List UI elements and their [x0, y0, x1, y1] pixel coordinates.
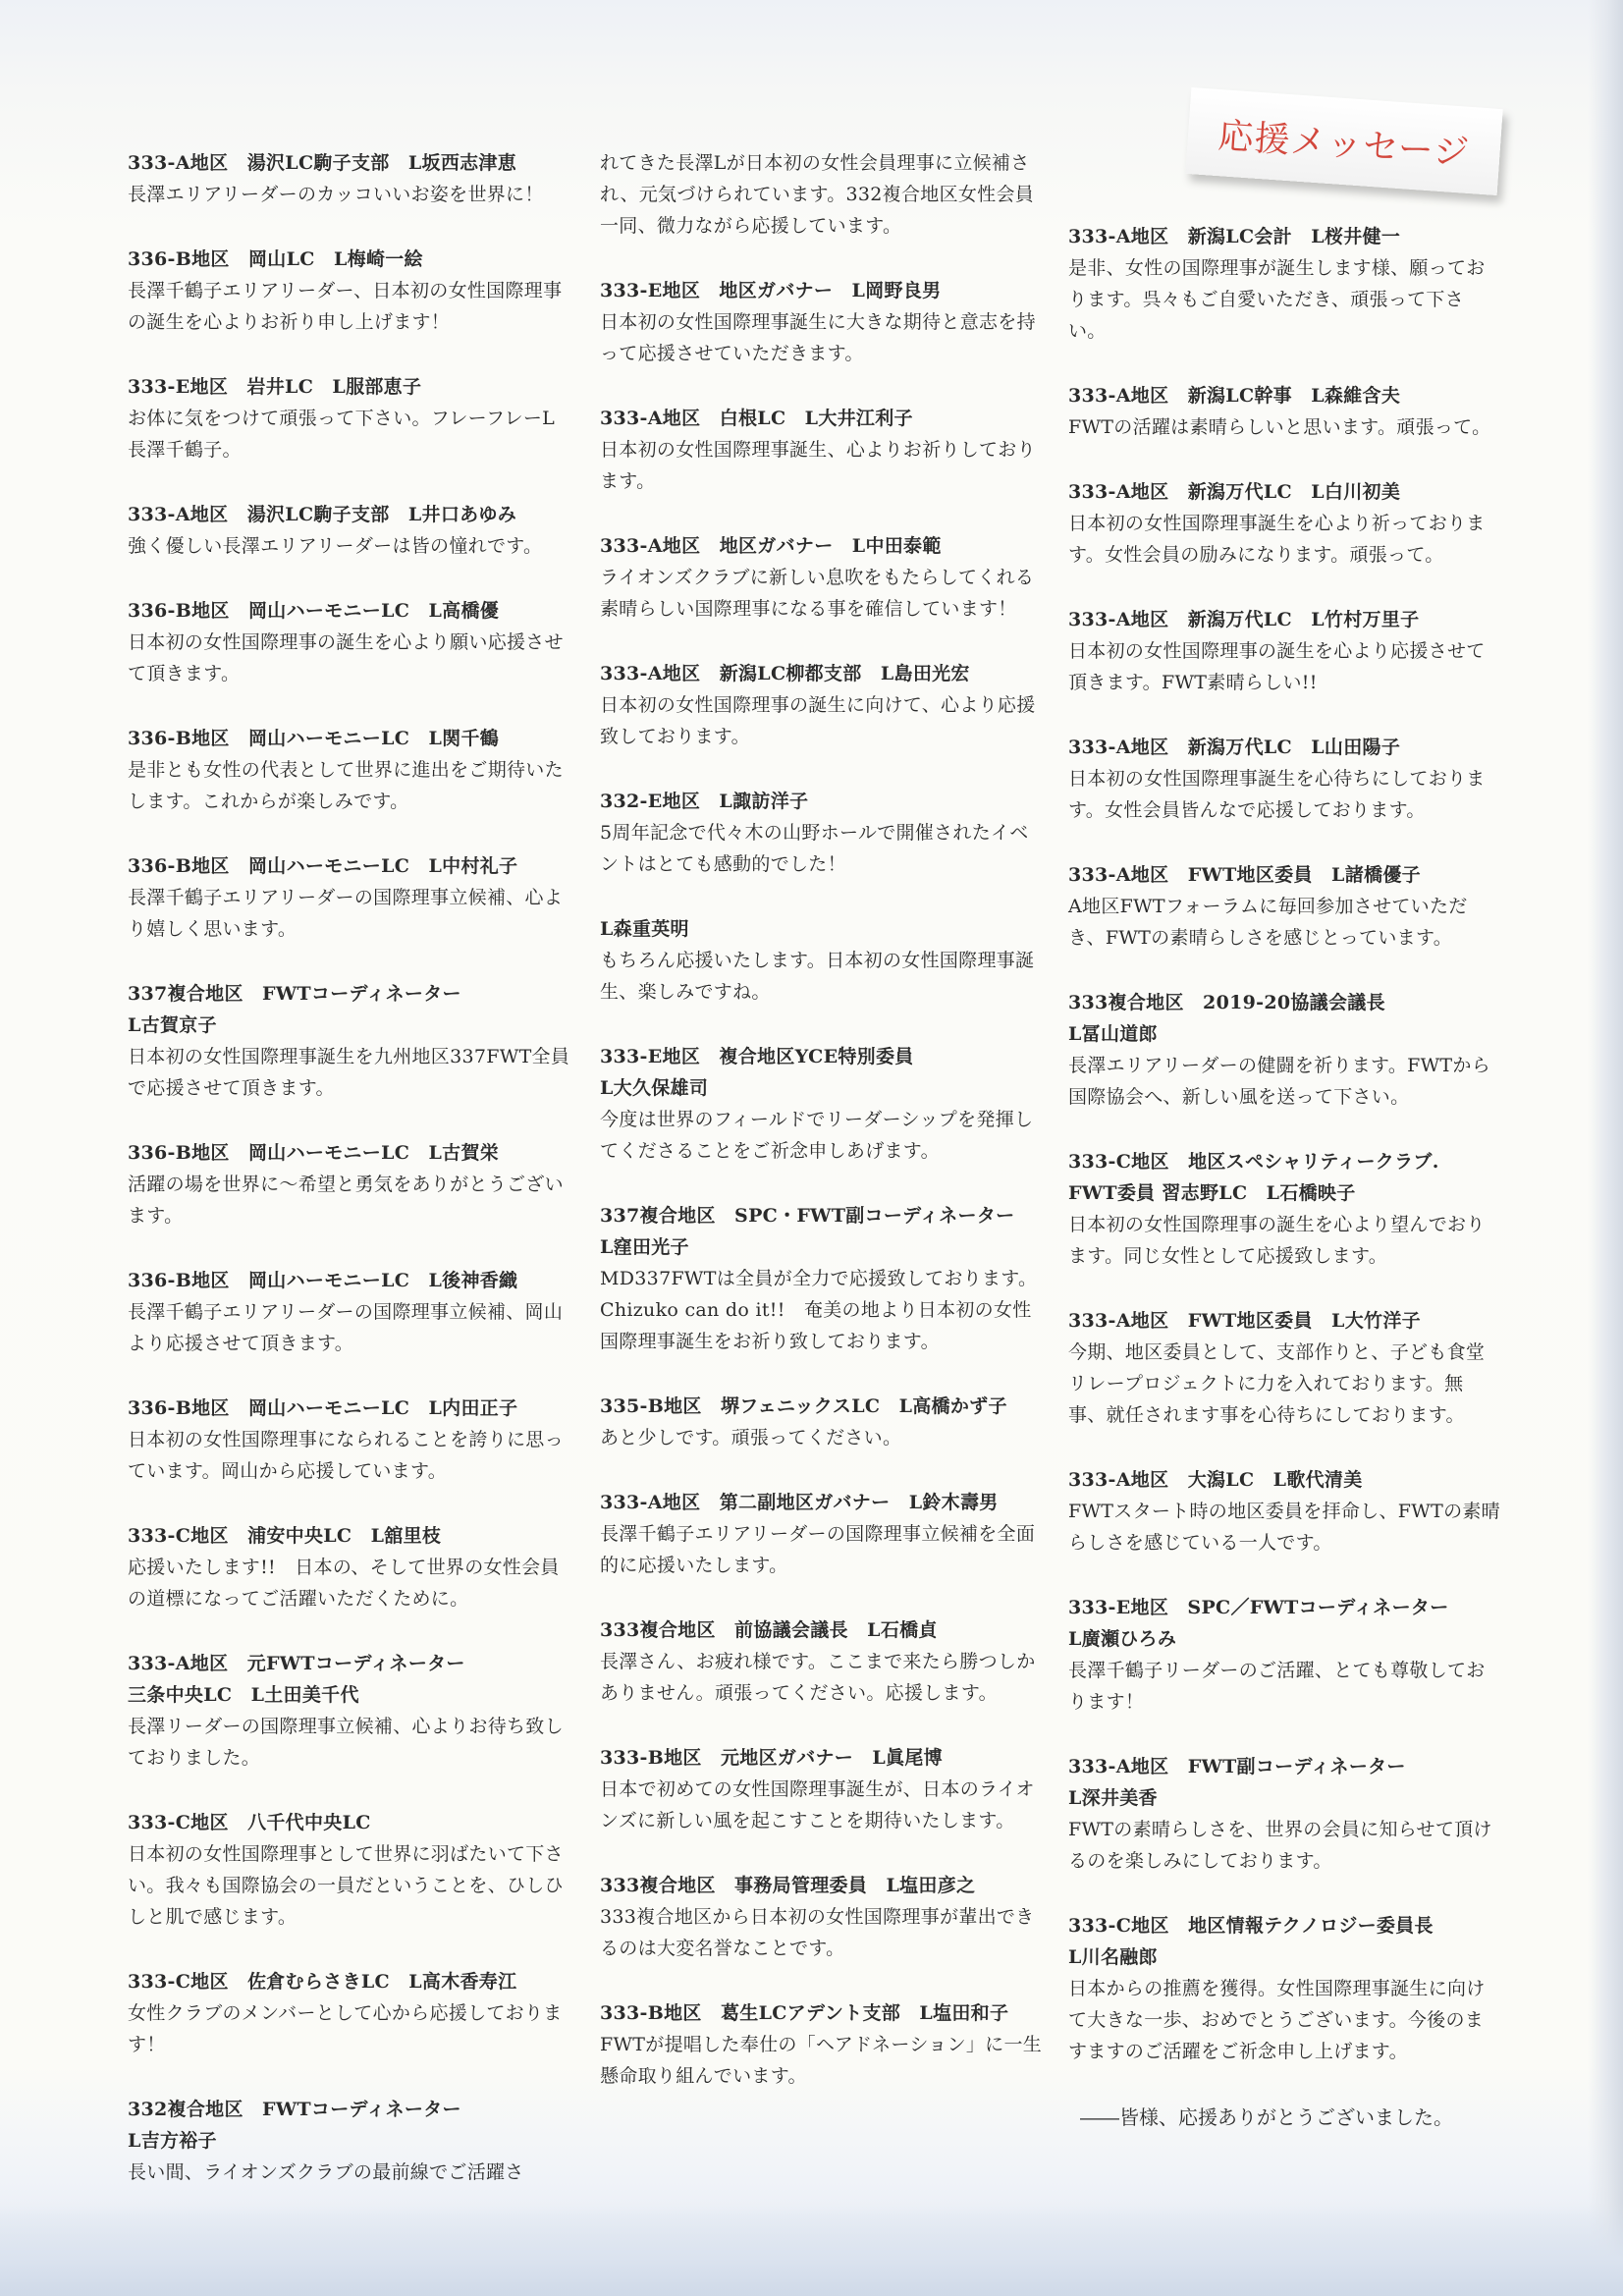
message-text: 長澤千鶴子エリアリーダーの国際理事立候補、岡山より応援させて頂きます。 [128, 1301, 564, 1354]
message-author-line: 333-A地区 新潟LC会計 L桜井健一 [1068, 226, 1401, 247]
section-title: 応援メッセージ [1217, 115, 1472, 174]
message-entry [128, 978, 571, 1104]
message-text: 強く優しい長澤エリアリーダーは皆の憧れです。 [128, 535, 543, 557]
message-text: 5周年記念で代々木の山野ホールで開催されたイベントはとても感動的でした！ [600, 822, 1029, 875]
message-text: 活躍の場を世界に～希望と勇気をありがとうございます。 [128, 1174, 564, 1227]
message-entry [128, 1648, 571, 1774]
message-text: 長澤千鶴子エリアリーダーの国際理事立候補を全面的に応援いたします。 [600, 1523, 1036, 1576]
message-author-line: 333-A地区 元FWTコーディネーター [128, 1653, 465, 1674]
message-author-line: 333-C地区 地区スペシャリティークラブ. [1068, 1151, 1439, 1173]
message-entry [128, 1265, 571, 1359]
message-entry [128, 1807, 571, 1933]
message-author-line: 333-A地区 白根LC L大井江利子 [600, 408, 913, 429]
message-author-line: 333複合地区 2019-20協議会議長 [1068, 992, 1385, 1013]
message-author-line: L大久保雄司 [600, 1077, 709, 1099]
message-entry [128, 371, 571, 465]
message-column-3-entries [1068, 221, 1500, 2067]
message-entry [1068, 604, 1500, 698]
message-text: 長澤リーダーの国際理事立候補、心よりお待ち致しておりました。 [128, 1716, 564, 1769]
message-text: 日本初の女性国際理事になられることを誇りに思っています。岡山から応援しています。 [128, 1429, 564, 1482]
message-text: れてきた長澤Lが日本初の女性会員理事に立候補され、元気づけられています。332複合地区女性会員一同、微力ながら応援しています。 [600, 152, 1035, 237]
message-author-line: 333-A地区 新潟万代LC L山田陽子 [1068, 737, 1401, 758]
message-author-line: 333-A地区 湯沢LC駒子支部 L坂西志津恵 [128, 152, 517, 174]
message-text: 長澤千鶴子エリアリーダーの国際理事立候補、心より嬉しく思います。 [128, 887, 564, 940]
message-entry [1068, 1305, 1500, 1431]
message-entry [600, 786, 1044, 880]
message-author-line: 337複合地区 SPC・FWT副コーディネーター [600, 1205, 1015, 1227]
section-title-tab [1185, 87, 1502, 195]
message-author-line: 333-A地区 新潟万代LC L竹村万里子 [1068, 609, 1420, 630]
message-text: MD337FWTは全員が全力で応援致しております。 Chizuko can do it!! 奄美の地より日本初の女性国際理事誕生をお祈り致しております。 [600, 1268, 1038, 1352]
message-entry [128, 1393, 571, 1487]
message-text: 今期、地区委員として、支部作りと、子ども食堂リレープロジェクトに力を入れております。無事、就任されます事を心待ちにしております。 [1068, 1341, 1486, 1426]
message-entry [1068, 859, 1500, 954]
message-column-3 [1068, 221, 1500, 2134]
message-entry [600, 1041, 1044, 1167]
message-author-line: 336-B地区 岡山ハーモニーLC L関千鶴 [128, 728, 500, 749]
message-text: 応援いたします!! 日本の、そして世界の女性会員の道標になってご活躍いただくために。 [128, 1557, 560, 1610]
message-author-line: 333-A地区 FWT地区委員 L諸橋優子 [1068, 864, 1421, 886]
message-entry [128, 1966, 571, 2060]
message-entry [600, 147, 1044, 242]
message-author-line: 337複合地区 FWTコーディネーター [128, 983, 461, 1005]
message-entry [1068, 1464, 1500, 1558]
message-author-line: L廣瀬ひろみ [1068, 1628, 1177, 1650]
message-author-line: 三条中央LC L土田美千代 [128, 1684, 359, 1706]
message-author-line: L窪田光子 [600, 1236, 689, 1258]
message-entry [600, 1870, 1044, 1964]
message-text: 長澤千鶴子リーダーのご活躍、とても尊敬しております！ [1068, 1660, 1486, 1713]
message-author-line: L森重英明 [600, 918, 689, 940]
message-author-line: 336-B地区 岡山ハーモニーLC L中村礼子 [128, 855, 518, 877]
message-entry [128, 1137, 571, 1231]
message-text: FWTが提唱した奉仕の「ヘアドネーション」に一生懸命取り組んでいます。 [600, 2034, 1043, 2087]
message-author-line: 333-C地区 地区情報テクノロジー委員長 [1068, 1915, 1434, 1937]
message-text: ライオンズクラブに新しい息吹をもたらしてくれる素晴らしい国際理事になる事を確信しています！ [600, 567, 1035, 620]
message-text: FWTの素晴らしさを、世界の会員に知らせて頂けるのを楽しみにしております。 [1068, 1819, 1492, 1872]
message-entry [600, 403, 1044, 497]
message-author-line: 333-A地区 新潟LC幹事 L森維含夫 [1068, 385, 1401, 407]
message-entry [128, 1520, 571, 1614]
message-text: 長澤さん、お疲れ様です。ここまで来たら勝つしかありません。頑張ってください。応援します。 [600, 1651, 1036, 1704]
message-author-line: 333複合地区 前協議会議長 L石橋貞 [600, 1619, 938, 1641]
message-author-line: L川名融郎 [1068, 1946, 1158, 1968]
message-text: あと少しです。頑張ってください。 [600, 1427, 902, 1449]
message-text: FWTスタート時の地区委員を拝命し、FWTの素晴らしさを感じている一人です。 [1068, 1501, 1500, 1554]
message-author-line: 333-C地区 八千代中央LC [128, 1812, 371, 1833]
message-author-line: 332-E地区 L諏訪洋子 [600, 791, 809, 812]
closing-thanks: ――皆様、応援ありがとうございました。 [1080, 2105, 1453, 2129]
message-entry [128, 723, 571, 817]
message-author-line: 333-E地区 地区ガバナー L岡野良男 [600, 280, 942, 301]
message-text: もちろん応援いたします。日本初の女性国際理事誕生、楽しみですね。 [600, 950, 1035, 1003]
message-text: 長い間、ライオンズクラブの最前線でご活躍さ [128, 2161, 524, 2183]
message-author-line: 336-B地区 岡山ハーモニーLC L古賀栄 [128, 1142, 500, 1164]
message-entry [600, 913, 1044, 1008]
message-author-line: 333-E地区 岩井LC L服部恵子 [128, 376, 422, 398]
message-entry [1068, 1146, 1500, 1272]
message-entry [128, 850, 571, 945]
message-entry [1068, 1751, 1500, 1877]
message-author-line: 333-C地区 浦安中央LC L舘里枝 [128, 1525, 442, 1547]
message-entry [600, 1391, 1044, 1453]
message-text: 是非、女性の国際理事が誕生します様、願っております。呉々もご自愛いただき、頑張って下さい。 [1068, 257, 1486, 342]
message-entry [128, 595, 571, 689]
message-entry [1068, 732, 1500, 826]
message-author-line: 333複合地区 事務局管理委員 L塩田彦之 [600, 1875, 976, 1896]
message-text: 日本初の女性国際理事誕生を心待ちにしております。女性会員皆んなで応援しております。 [1068, 768, 1486, 821]
message-author-line: 332複合地区 FWTコーディネーター [128, 2099, 461, 2120]
message-entry [600, 530, 1044, 625]
message-text: 日本初の女性国際理事誕生を心より祈っております。女性会員の励みになります。頑張って。 [1068, 513, 1486, 566]
message-author-line: L吉方裕子 [128, 2130, 217, 2152]
message-text: FWTの活躍は素晴らしいと思います。頑張って。 [1068, 416, 1491, 438]
message-text: 日本初の女性国際理事として世界に羽ばたいて下さい。我々も国際協会の一員だということを、ひしひしと肌で感じます。 [128, 1843, 564, 1928]
message-text: 長澤エリアリーダーのカッコいいお姿を世界に！ [128, 184, 544, 205]
message-author-line: 333-A地区 新潟LC柳都支部 L島田光宏 [600, 663, 970, 684]
message-text: 長澤千鶴子エリアリーダー、日本初の女性国際理事の誕生を心よりお祈り申し上げます！ [128, 280, 563, 333]
message-text: 日本初の女性国際理事の誕生を心より応援させて頂きます。FWT素晴らしい!! [1068, 640, 1486, 693]
message-entry [128, 244, 571, 338]
message-column-1 [128, 147, 571, 2221]
message-entry [128, 147, 571, 210]
message-text: 日本初の女性国際理事の誕生に向けて、心より応援致しております。 [600, 694, 1036, 747]
message-text: 333複合地区から日本初の女性国際理事が輩出できるのは大変名誉なことです。 [600, 1906, 1035, 1959]
message-author-line: 336-B地区 岡山ハーモニーLC L内田正子 [128, 1397, 518, 1419]
message-text: 長澤エリアリーダーの健闘を祈ります。FWTから国際協会へ、新しい風を送って下さい。 [1068, 1055, 1491, 1108]
message-author-line: 336-B地区 岡山ハーモニーLC L高橋優 [128, 600, 500, 622]
message-entry [128, 499, 571, 562]
message-entry [600, 1487, 1044, 1581]
page-edge-shadow [1588, 0, 1623, 2296]
message-entry [600, 1742, 1044, 1836]
message-entry [600, 1200, 1044, 1357]
message-entry [1068, 380, 1500, 443]
message-entry [1068, 987, 1500, 1113]
message-text: A地区FWTフォーラムに毎回参加させていただき、FWTの素晴らしさを感じとっています。 [1068, 896, 1468, 949]
message-author-line: 333-A地区 新潟万代LC L白川初美 [1068, 481, 1401, 503]
message-author-line: 336-B地区 岡山LC L梅崎一絵 [128, 248, 423, 270]
message-author-line: 333-A地区 大潟LC L歌代清美 [1068, 1469, 1363, 1491]
message-column-2 [600, 147, 1044, 2125]
message-author-line: 335-B地区 堺フェニックスLC L高橋かず子 [600, 1395, 1007, 1417]
message-text: 今度は世界のフィールドでリーダーシップを発揮してくださることをご祈念申しあげます。 [600, 1109, 1034, 1162]
message-text: 日本初の女性国際理事誕生に大きな期待と意志を持って応援させていただきます。 [600, 311, 1036, 364]
message-author-line: 333-B地区 葛生LCアデント支部 L塩田和子 [600, 2002, 1009, 2024]
message-entry [1068, 221, 1500, 347]
message-author-line: 333-A地区 FWT副コーディネーター [1068, 1756, 1406, 1777]
message-text: 是非とも女性の代表として世界に進出をご期待いたします。これからが楽しみです。 [128, 759, 564, 812]
message-author-line: 333-A地区 FWT地区委員 L大竹洋子 [1068, 1310, 1421, 1332]
message-text: 日本初の女性国際理事誕生を九州地区337FWT全員で応援させて頂きます。 [128, 1046, 570, 1099]
message-author-line: 333-B地区 元地区ガバナー L眞尾博 [600, 1747, 943, 1769]
message-entry [1068, 476, 1500, 571]
message-author-line: 333-A地区 第二副地区ガバナー L鈴木壽男 [600, 1492, 999, 1513]
message-text: お体に気をつけて頑張って下さい。フレーフレーL長澤千鶴子。 [128, 408, 556, 461]
message-entry [1068, 1910, 1500, 2067]
message-text: 日本初の女性国際理事の誕生を心より望んでおります。同じ女性として応援致します。 [1068, 1214, 1486, 1267]
message-entry [600, 275, 1044, 369]
message-entry [1068, 1592, 1500, 1718]
message-author-line: 333-A地区 湯沢LC駒子支部 L井口あゆみ [128, 504, 517, 525]
message-text: 日本からの推薦を獲得。女性国際理事誕生に向けて大きな一歩、おめでとうございます。今後のますますのご活躍をご祈念申し上げます。 [1068, 1978, 1486, 2062]
message-entry [600, 1614, 1044, 1709]
message-author-line: 333-E地区 SPC／FWTコーディネーター [1068, 1597, 1449, 1618]
message-author-line: FWT委員 習志野LC L石橋映子 [1068, 1182, 1356, 1204]
message-entry [600, 658, 1044, 752]
message-entry [128, 2094, 571, 2188]
message-author-line: L冨山道郎 [1068, 1023, 1158, 1045]
message-entry [600, 1997, 1044, 2092]
message-text: 日本初の女性国際理事の誕生を心より願い応援させて頂きます。 [128, 631, 564, 684]
message-author-line: L深井美香 [1068, 1787, 1158, 1809]
message-author-line: 333-E地区 複合地区YCE特別委員 [600, 1046, 914, 1067]
message-author-line: 333-A地区 地区ガバナー L中田泰範 [600, 535, 942, 557]
message-author-line: 333-C地区 佐倉むらさきLC L高木香寿江 [128, 1971, 517, 1993]
message-author-line: 336-B地区 岡山ハーモニーLC L後神香織 [128, 1270, 518, 1291]
message-text: 女性クラブのメンバーとして心から応援しております！ [128, 2002, 563, 2055]
message-author-line: L古賀京子 [128, 1014, 217, 1036]
message-text: 日本で初めての女性国際理事誕生が、日本のライオンズに新しい風を起こすことを期待いたします。 [600, 1778, 1035, 1831]
message-text: 日本初の女性国際理事誕生、心よりお祈りしております。 [600, 439, 1036, 492]
